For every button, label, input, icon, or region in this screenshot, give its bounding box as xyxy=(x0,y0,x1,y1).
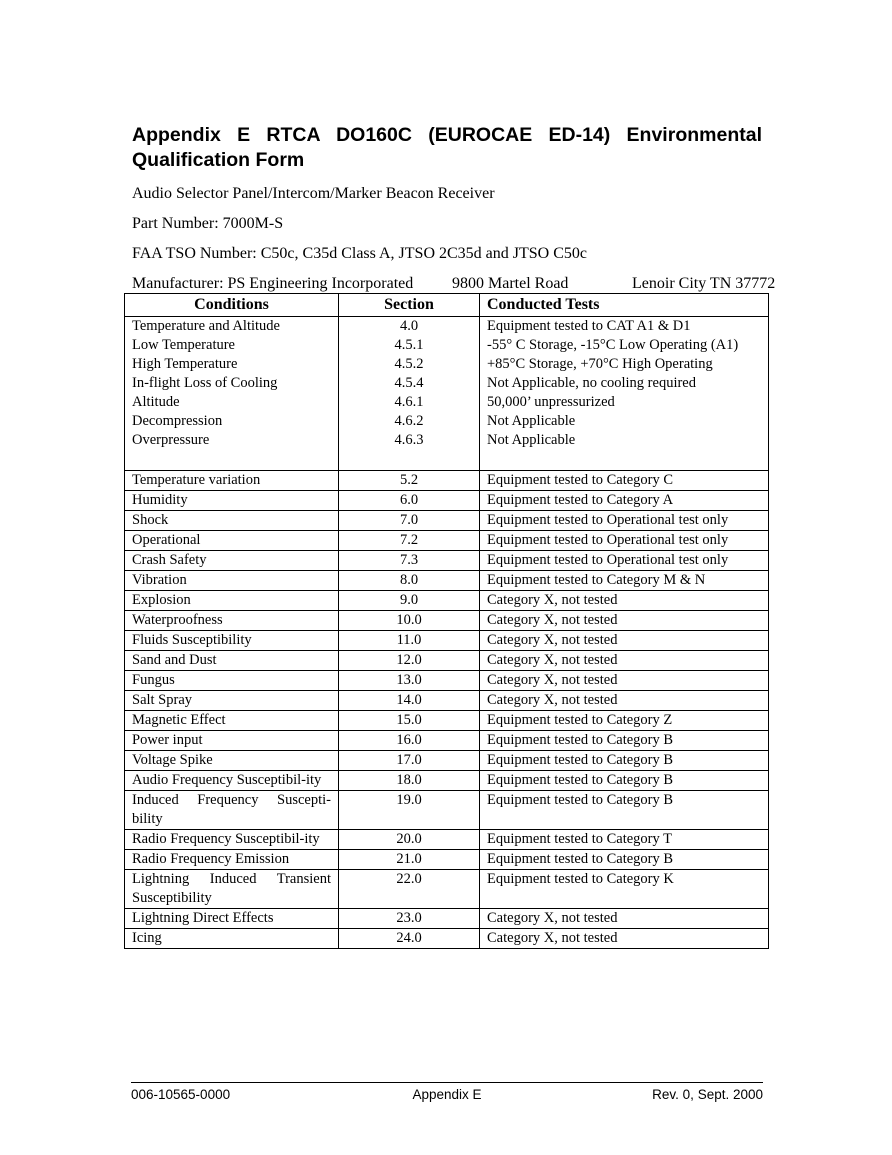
condition-cell: Voltage Spike xyxy=(125,751,339,771)
table-row xyxy=(125,551,769,571)
qualification-table xyxy=(124,293,769,949)
condition-cell: Temperature variation xyxy=(125,471,339,491)
section-cell: 8.0 xyxy=(339,571,480,591)
section-cell: 17.0 xyxy=(339,751,480,771)
table-row xyxy=(125,671,769,691)
table-row xyxy=(125,611,769,631)
condition-text: In-flight Loss of Cooling xyxy=(132,375,278,391)
conditions-header: Conditions xyxy=(125,294,339,317)
section-cell: 23.0 xyxy=(339,909,480,929)
group-section-cell xyxy=(339,317,480,471)
table-row xyxy=(125,850,769,870)
footer-appendix-label: Appendix E xyxy=(412,1087,482,1102)
section-header: Section xyxy=(339,294,480,317)
section-cell: 14.0 xyxy=(339,691,480,711)
tests-header: Conducted Tests xyxy=(480,294,769,317)
tests-cell: Equipment tested to Category B xyxy=(480,850,769,870)
product-name: Audio Selector Panel/Intercom/Marker Beacon Receiver xyxy=(132,185,495,202)
table-row xyxy=(125,771,769,791)
manufacturer-line xyxy=(132,274,776,294)
table-row xyxy=(125,691,769,711)
test-text: Not Applicable xyxy=(487,432,576,448)
condition-cell: Humidity xyxy=(125,491,339,511)
tests-cell: Equipment tested to Operational test only xyxy=(480,551,769,571)
section-text: 4.0 xyxy=(399,318,419,334)
condition-cell: Shock xyxy=(125,511,339,531)
test-text: -55° C Storage, -15°C Low Operating (A1) xyxy=(487,337,739,353)
section-cell: 19.0 xyxy=(339,791,480,830)
condition-cell: Audio Frequency Susceptibil-ity xyxy=(125,771,339,791)
table-row xyxy=(125,751,769,771)
section-cell: 7.0 xyxy=(339,511,480,531)
tests-cell: Equipment tested to Category A xyxy=(480,491,769,511)
condition-cell: Waterproofness xyxy=(125,611,339,631)
section-text: 4.6.1 xyxy=(394,394,424,410)
tests-cell: Equipment tested to Category B xyxy=(480,771,769,791)
condition-cell: Operational xyxy=(125,531,339,551)
section-cell: 21.0 xyxy=(339,850,480,870)
tests-cell: Category X, not tested xyxy=(480,909,769,929)
table-row xyxy=(125,531,769,551)
condition-cell: Fluids Susceptibility xyxy=(125,631,339,651)
condition-text: Decompression xyxy=(132,413,223,429)
footer-divider xyxy=(131,1082,763,1083)
table-row xyxy=(125,651,769,671)
tests-cell: Equipment tested to Category T xyxy=(480,830,769,850)
section-cell: 16.0 xyxy=(339,731,480,751)
condition-cell: Lightning Induced Transient Susceptibility xyxy=(125,870,339,909)
tests-cell: Equipment tested to Category K xyxy=(480,870,769,909)
condition-cell: Crash Safety xyxy=(125,551,339,571)
section-text: 4.6.3 xyxy=(394,432,424,448)
test-text: +85°C Storage, +70°C High Operating xyxy=(487,356,713,372)
condition-cell: Radio Frequency Emission xyxy=(125,850,339,870)
test-text: Not Applicable xyxy=(487,413,576,429)
condition-cell: Salt Spray xyxy=(125,691,339,711)
section-text: 4.5.2 xyxy=(394,356,424,372)
table-row xyxy=(125,511,769,531)
section-cell: 11.0 xyxy=(339,631,480,651)
tests-cell: Equipment tested to Operational test only xyxy=(480,511,769,531)
condition-cell: Fungus xyxy=(125,671,339,691)
table-row xyxy=(125,929,769,949)
test-text: Not Applicable, no cooling required xyxy=(487,375,696,391)
table-row xyxy=(125,491,769,511)
section-text: 4.6.2 xyxy=(394,413,424,429)
section-cell: 7.3 xyxy=(339,551,480,571)
section-cell: 5.2 xyxy=(339,471,480,491)
table-row-group xyxy=(125,317,769,471)
table-row xyxy=(125,631,769,651)
section-cell: 18.0 xyxy=(339,771,480,791)
table-row xyxy=(125,830,769,850)
tests-cell: Category X, not tested xyxy=(480,691,769,711)
tests-cell: Equipment tested to Category B xyxy=(480,731,769,751)
page-title: Appendix E RTCA DO160C (EUROCAE ED-14) Environmental Qualification Form xyxy=(132,124,762,171)
tests-cell: Equipment tested to Category C xyxy=(480,471,769,491)
section-cell: 6.0 xyxy=(339,491,480,511)
condition-cell: Lightning Direct Effects xyxy=(125,909,339,929)
group-tests-cell xyxy=(480,317,769,471)
tests-cell: Category X, not tested xyxy=(480,611,769,631)
tests-cell: Category X, not tested xyxy=(480,651,769,671)
tests-cell: Category X, not tested xyxy=(480,671,769,691)
manufacturer-address: 9800 Martel Road xyxy=(452,275,569,292)
section-cell: 22.0 xyxy=(339,870,480,909)
part-number: Part Number: 7000M-S xyxy=(132,215,284,232)
tests-cell: Category X, not tested xyxy=(480,929,769,949)
tests-cell: Equipment tested to Category B xyxy=(480,791,769,830)
section-cell: 10.0 xyxy=(339,611,480,631)
section-cell: 7.2 xyxy=(339,531,480,551)
condition-cell: Induced Frequency Suscepti-bility xyxy=(125,791,339,830)
table-header-row xyxy=(125,294,769,317)
table-row xyxy=(125,591,769,611)
test-text: Equipment tested to CAT A1 & D1 xyxy=(487,318,691,334)
section-cell: 20.0 xyxy=(339,830,480,850)
footer-revision: Rev. 0, Sept. 2000 xyxy=(652,1087,763,1102)
table-row xyxy=(125,571,769,591)
section-cell: 15.0 xyxy=(339,711,480,731)
test-text: 50,000’ unpressurized xyxy=(487,394,615,410)
condition-cell: Vibration xyxy=(125,571,339,591)
manufacturer-city: Lenoir City TN 37772 xyxy=(632,275,776,292)
condition-cell: Power input xyxy=(125,731,339,751)
condition-cell: Radio Frequency Susceptibil-ity xyxy=(125,830,339,850)
table-row xyxy=(125,909,769,929)
table-row xyxy=(125,870,769,909)
tests-cell: Equipment tested to Operational test only xyxy=(480,531,769,551)
table-row xyxy=(125,711,769,731)
tests-cell: Category X, not tested xyxy=(480,631,769,651)
footer-doc-number: 006-10565-0000 xyxy=(131,1087,231,1102)
condition-cell: Magnetic Effect xyxy=(125,711,339,731)
tests-cell: Category X, not tested xyxy=(480,591,769,611)
group-conditions-cell xyxy=(125,317,339,471)
condition-cell: Sand and Dust xyxy=(125,651,339,671)
condition-text: High Temperature xyxy=(132,356,238,372)
manufacturer-name: Manufacturer: PS Engineering Incorporated xyxy=(132,275,414,292)
table-row xyxy=(125,791,769,830)
tso-number: FAA TSO Number: C50c, C35d Class A, JTSO 2C35d and JTSO C50c xyxy=(132,245,587,262)
condition-text: Low Temperature xyxy=(132,337,235,353)
section-cell: 12.0 xyxy=(339,651,480,671)
table-row xyxy=(125,731,769,751)
condition-text: Temperature and Altitude xyxy=(132,318,280,334)
section-cell: 24.0 xyxy=(339,929,480,949)
page-footer xyxy=(131,1087,763,1103)
condition-cell: Explosion xyxy=(125,591,339,611)
condition-text: Overpressure xyxy=(132,432,210,448)
condition-text: Altitude xyxy=(132,394,180,410)
section-text: 4.5.4 xyxy=(394,375,424,391)
table-body xyxy=(125,317,769,949)
table-row xyxy=(125,471,769,491)
tests-cell: Equipment tested to Category B xyxy=(480,751,769,771)
section-text: 4.5.1 xyxy=(394,337,424,353)
condition-cell: Icing xyxy=(125,929,339,949)
tests-cell: Equipment tested to Category Z xyxy=(480,711,769,731)
section-cell: 9.0 xyxy=(339,591,480,611)
section-cell: 13.0 xyxy=(339,671,480,691)
tests-cell: Equipment tested to Category M & N xyxy=(480,571,769,591)
